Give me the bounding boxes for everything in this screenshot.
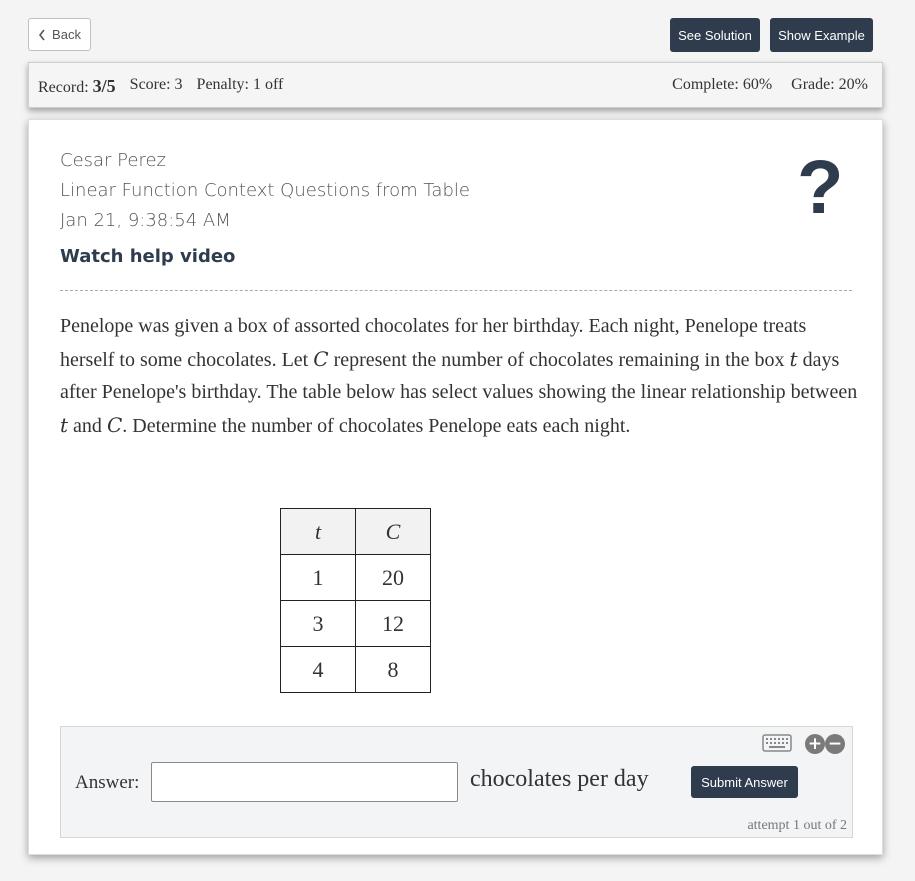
divider xyxy=(60,290,852,291)
table-row xyxy=(281,647,431,693)
penalty: Penalty: 1 off xyxy=(196,76,284,93)
record xyxy=(38,76,116,97)
show-example-button[interactable]: Show Example xyxy=(770,18,873,52)
answer-input[interactable] xyxy=(151,762,458,802)
problem-text: Penelope was given a box of assorted chocolates for her birthday. Each night, Penelope treats herself to some chocolates. Let C represent the number of chocolates remaining in the box t days after Penelope's birthday. The table below has select values showing the linear relationship between t and C. Determine the number of chocolates Penelope eats each night. xyxy=(60,315,858,437)
watch-help-video-link[interactable]: Watch help video xyxy=(60,246,236,267)
table-cell: 4 xyxy=(281,647,356,693)
problem-meta xyxy=(60,146,470,236)
values-table xyxy=(280,508,431,693)
question-mark-icon[interactable]: ? xyxy=(797,145,844,230)
zoom-out-icon[interactable]: − xyxy=(825,734,845,754)
table-header-cell: t xyxy=(281,509,356,555)
table-cell: 12 xyxy=(356,601,431,647)
answer-label: Answer: xyxy=(75,772,140,793)
answer-units: chocolates per day xyxy=(470,766,649,792)
see-solution-button[interactable]: See Solution xyxy=(670,18,760,52)
student-name: Cesar Perez xyxy=(60,150,166,171)
status-bar xyxy=(28,62,883,108)
table-header-row xyxy=(281,509,431,555)
complete: Complete: 60% xyxy=(672,76,773,93)
back-label: Back xyxy=(52,27,81,42)
record-label: Record: xyxy=(38,79,89,96)
table-cell: 20 xyxy=(356,555,431,601)
attempt-counter: attempt 1 out of 2 xyxy=(747,818,847,833)
answer-panel xyxy=(60,726,853,838)
score: Score: 3 xyxy=(129,76,183,93)
table-row xyxy=(281,601,431,647)
table-row xyxy=(281,555,431,601)
topic-title: Linear Function Context Questions from Table xyxy=(60,180,470,201)
table-header-cell: C xyxy=(356,509,431,555)
table-cell: 1 xyxy=(281,555,356,601)
table-cell: 3 xyxy=(281,601,356,647)
grade: Grade: 20% xyxy=(791,76,868,93)
table-cell: 8 xyxy=(356,647,431,693)
zoom-in-icon[interactable]: + xyxy=(805,734,825,754)
record-value: 3/5 xyxy=(92,76,116,96)
timestamp: Jan 21, 9:38:54 AM xyxy=(60,210,231,231)
back-button[interactable] xyxy=(28,18,91,51)
submit-answer-button[interactable]: Submit Answer xyxy=(691,766,798,798)
problem-card xyxy=(28,119,883,855)
keyboard-icon[interactable] xyxy=(762,734,792,752)
chevron-left-icon xyxy=(38,29,46,41)
